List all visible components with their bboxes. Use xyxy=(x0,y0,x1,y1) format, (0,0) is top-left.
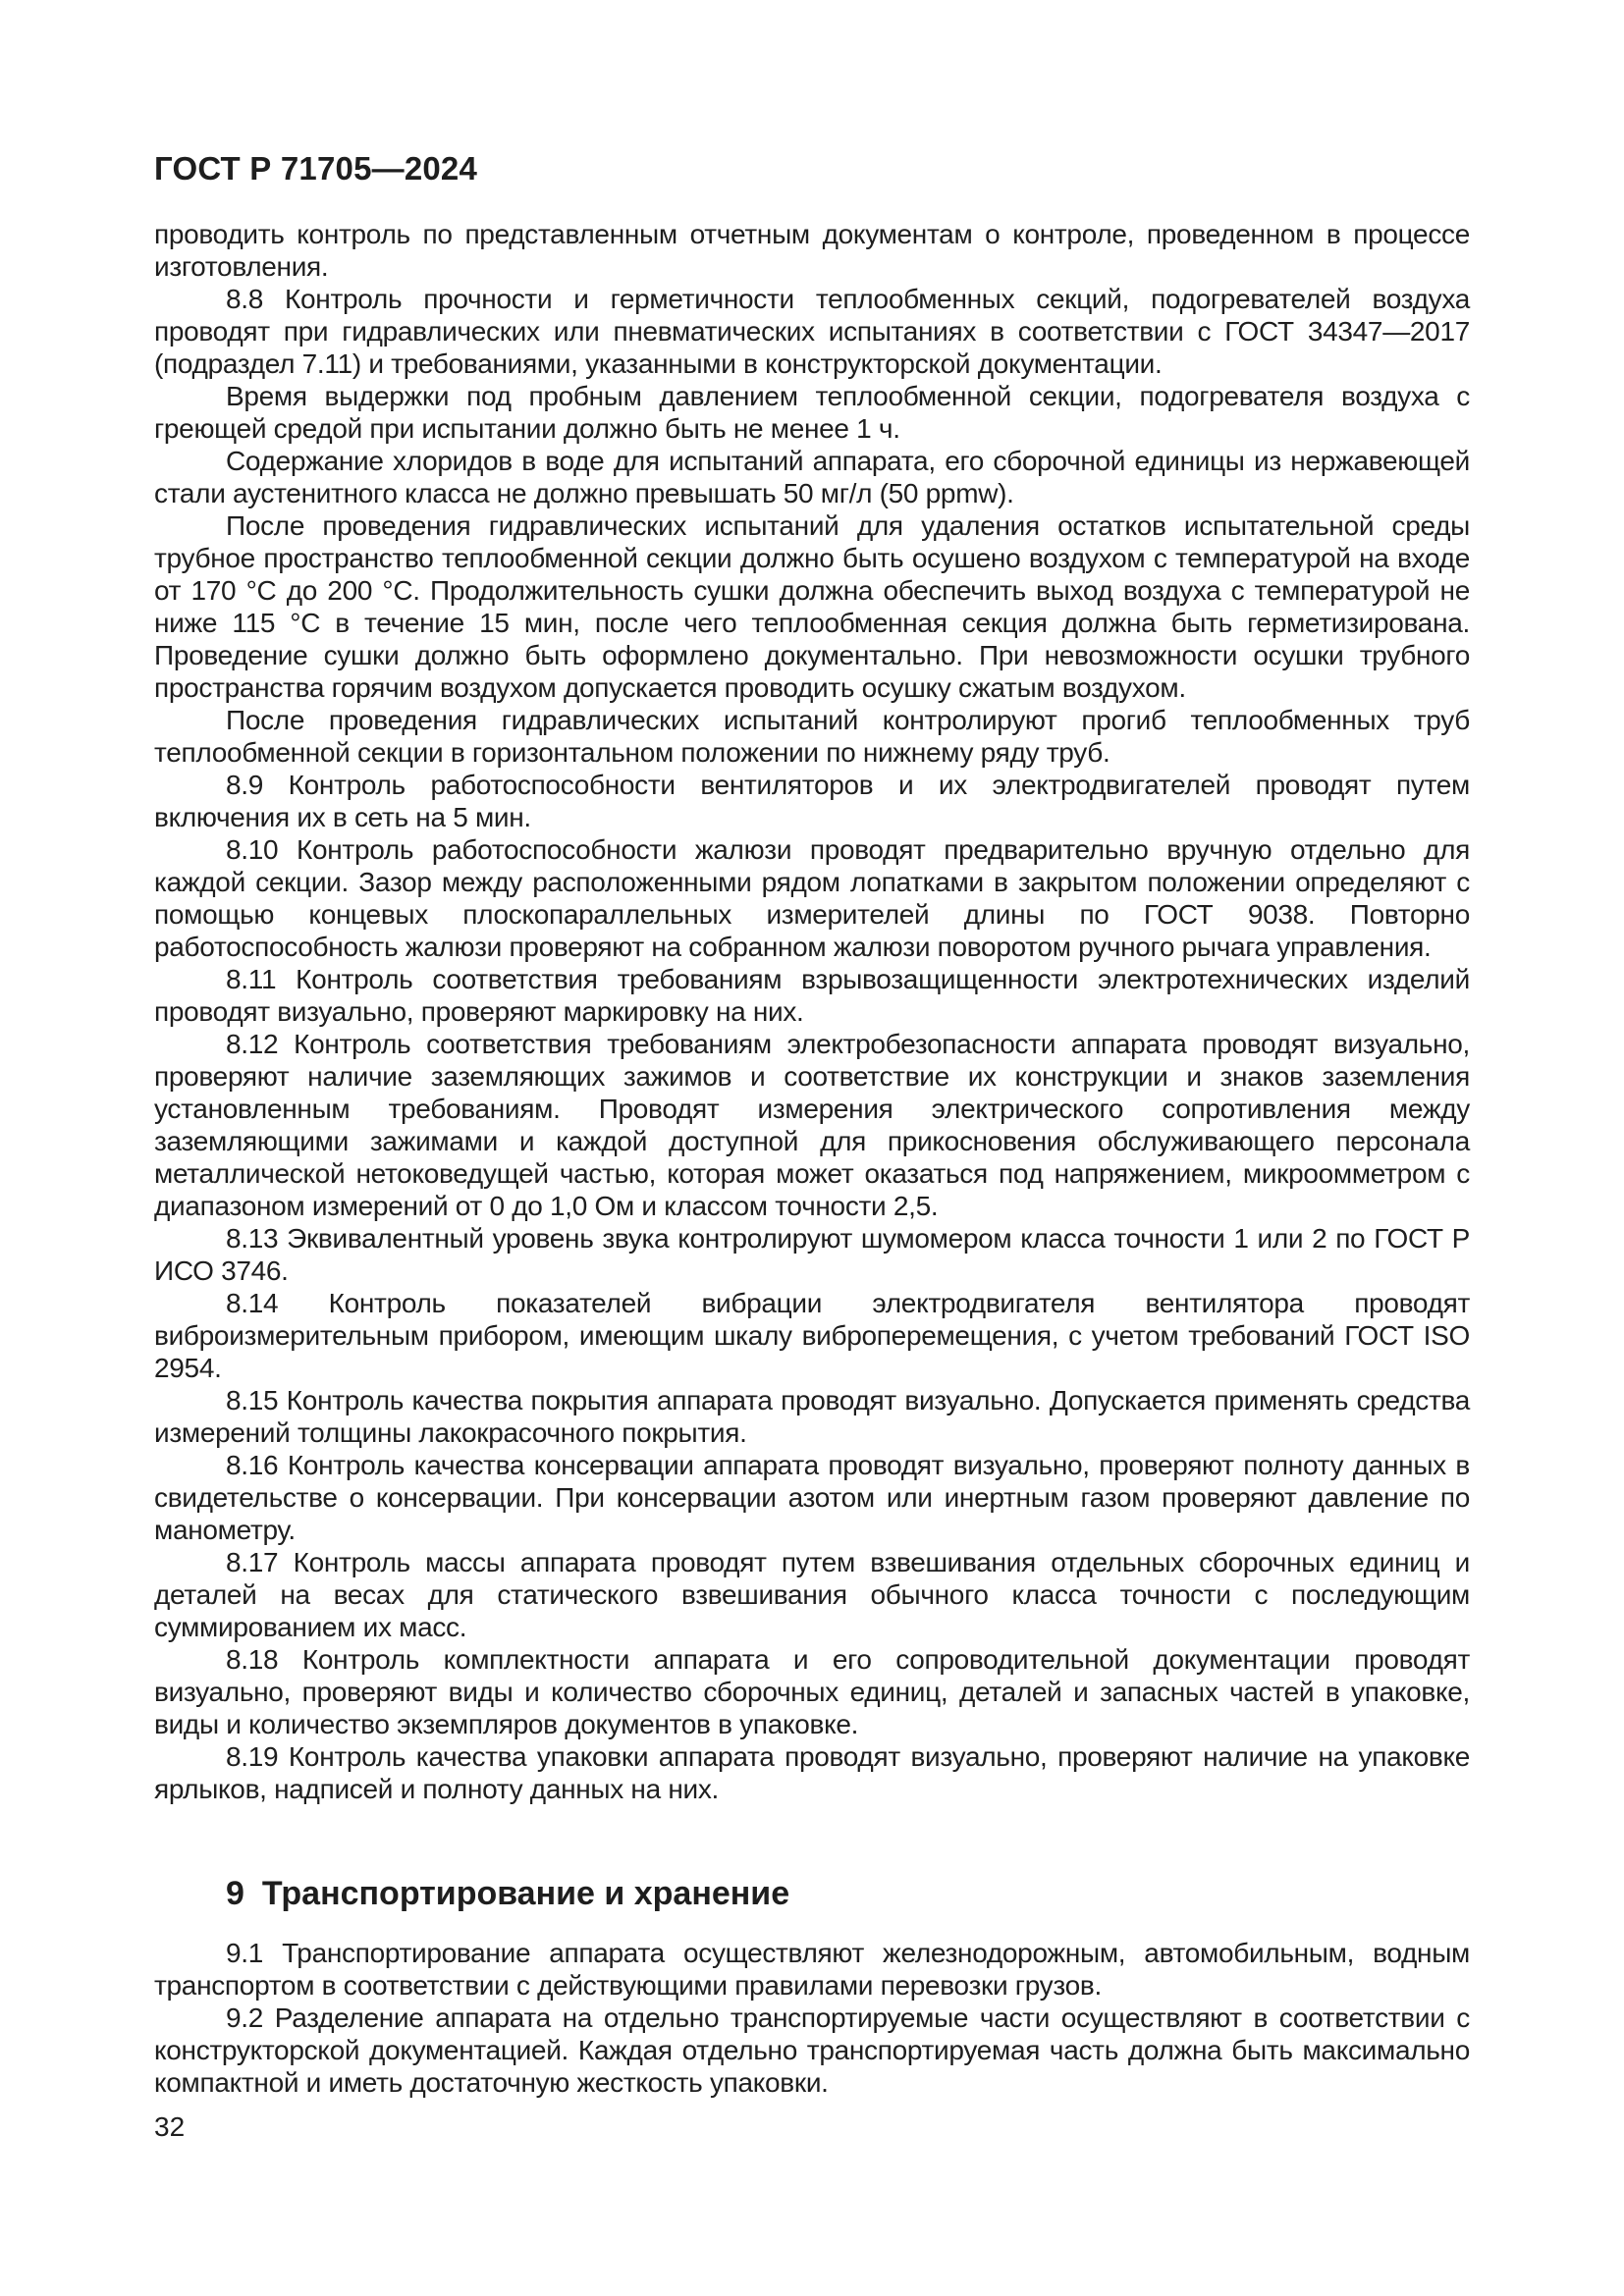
paragraph-8-19: 8.19 Контроль качества упаковки аппарата проводят визуально, проверяют наличие на упаковке ярлыков, надписей и полноту данных на них. xyxy=(154,1741,1470,1804)
paragraph-9-1: 9.1 Транспортирование аппарата осуществляют железнодорожным, автомобильным, водным транспортом в соответствии с действующими правилами перевозки грузов. xyxy=(154,1938,1470,2001)
section-9-number: 9 xyxy=(226,1875,244,1912)
paragraph-8-13: 8.13 Эквивалентный уровень звука контролируют шумомером класса точности 1 или 2 по ГОСТ Р ИСО 3746. xyxy=(154,1223,1470,1286)
paragraph-8-17: 8.17 Контроль массы аппарата проводят путем взвешивания отдельных сборочных единиц и деталей на весах для статического взвешивания обычного класса точности с последующим суммированием их масс. xyxy=(154,1547,1470,1642)
paragraph-chlorides: Содержание хлоридов в воде для испытаний аппарата, его сборочной единицы из нержавеющей стали аустенитного класса не должно превышать 50 мг/л (50 ppmw). xyxy=(154,446,1470,508)
paragraph-8-15: 8.15 Контроль качества покрытия аппарата проводят визуально. Допускается применять средства измерений толщины лакокрасочного покрытия. xyxy=(154,1385,1470,1448)
paragraph-continuation: проводить контроль по представленным отчетным документам о контроле, проведенном в процессе изготовления. xyxy=(154,219,1470,282)
running-header: ГОСТ Р 71705—2024 xyxy=(154,150,478,187)
paragraph-8-14: 8.14 Контроль показателей вибрации электродвигателя вентилятора проводят виброизмерительным прибором, имеющим шкалу виброперемещения, с учетом требований ГОСТ ISO 2954. xyxy=(154,1288,1470,1383)
paragraph-8-11: 8.11 Контроль соответствия требованиям взрывозащищенности электротехнических изделий проводят визуально, проверяют маркировку на них. xyxy=(154,964,1470,1027)
document-body xyxy=(154,218,1470,2143)
paragraph-8-12: 8.12 Контроль соответствия требованиям электробезопасности аппарата проводят визуально, проверяют наличие заземляющих зажимов и соответствие их конструкции и знаков заземления установленным требованиям. Проводят измерения электрического сопротивления между заземляющими зажимами и каждой доступной для прикосновения обслуживающего персонала металлической нетоковедущей частью, которая может оказаться под напряжением, микроомметром с диапазоном измерений от 0 до 1,0 Ом и классом точности 2,5. xyxy=(154,1029,1470,1221)
paragraph-8-10: 8.10 Контроль работоспособности жалюзи проводят предварительно вручную отдельно для каждой секции. Зазор между расположенными рядом лопатками в закрытом положении определяют с помощью концевых плоскопараллельных измерителей длины по ГОСТ 9038. Повторно работоспособность жалюзи проверяют на собранном жалюзи поворотом ручного рычага управления. xyxy=(154,834,1470,962)
section-9-heading xyxy=(154,1874,1470,1913)
paragraph-tube-deflection: После проведения гидравлических испытаний контролируют прогиб теплообменных труб теплообменной секции в горизонтальном положении по нижнему ряду труб. xyxy=(154,705,1470,768)
text-block xyxy=(154,152,1470,2143)
page-number: 32 xyxy=(154,2111,186,2142)
paragraph-9-2: 9.2 Разделение аппарата на отдельно транспортируемые части осуществляют в соответствии с конструкторской документацией. Каждая отдельно транспортируемая часть должна быть максимально компактной и иметь достаточную жесткость упаковки. xyxy=(154,2002,1470,2098)
paragraph-8-9: 8.9 Контроль работоспособности вентиляторов и их электродвигателей проводят путем включения их в сеть на 5 мин. xyxy=(154,770,1470,832)
paragraph-8-18: 8.18 Контроль комплектности аппарата и его сопроводительной документации проводят визуально, проверяют виды и количество сборочных единиц, деталей и запасных частей в упаковке, виды и количество экземпляров документов в упаковке. xyxy=(154,1644,1470,1739)
section-9-title: Транспортирование и хранение xyxy=(261,1875,790,1912)
paragraph-drying: После проведения гидравлических испытаний для удаления остатков испытательной среды трубное пространство теплообменной секции должно быть осушено воздухом с температурой на входе от 170 °С до 200 °С. Продолжительность сушки должна обеспечить выход воздуха с температурой не ниже 115 °С в течение 15 мин, после чего теплообменная секция должна быть герметизирована. Проведение сушки должно быть оформлено документально. При невозможности осушки трубного пространства горячим воздухом допускается проводить осушку сжатым воздухом. xyxy=(154,510,1470,703)
paragraph-holding-time: Время выдержки под пробным давлением теплообменной секции, подогревателя воздуха с греющей средой при испытании должно быть не менее 1 ч. xyxy=(154,381,1470,444)
paragraph-8-8: 8.8 Контроль прочности и герметичности теплообменных секций, подогревателей воздуха проводят при гидравлических или пневматических испытаниях в соответствии с ГОСТ 34347—2017 (подраздел 7.11) и требованиями, указанными в конструкторской документации. xyxy=(154,284,1470,379)
paragraph-8-16: 8.16 Контроль качества консервации аппарата проводят визуально, проверяют полноту данных в свидетельстве о консервации. При консервации азотом или инертным газом проверяют давление по манометру. xyxy=(154,1450,1470,1545)
